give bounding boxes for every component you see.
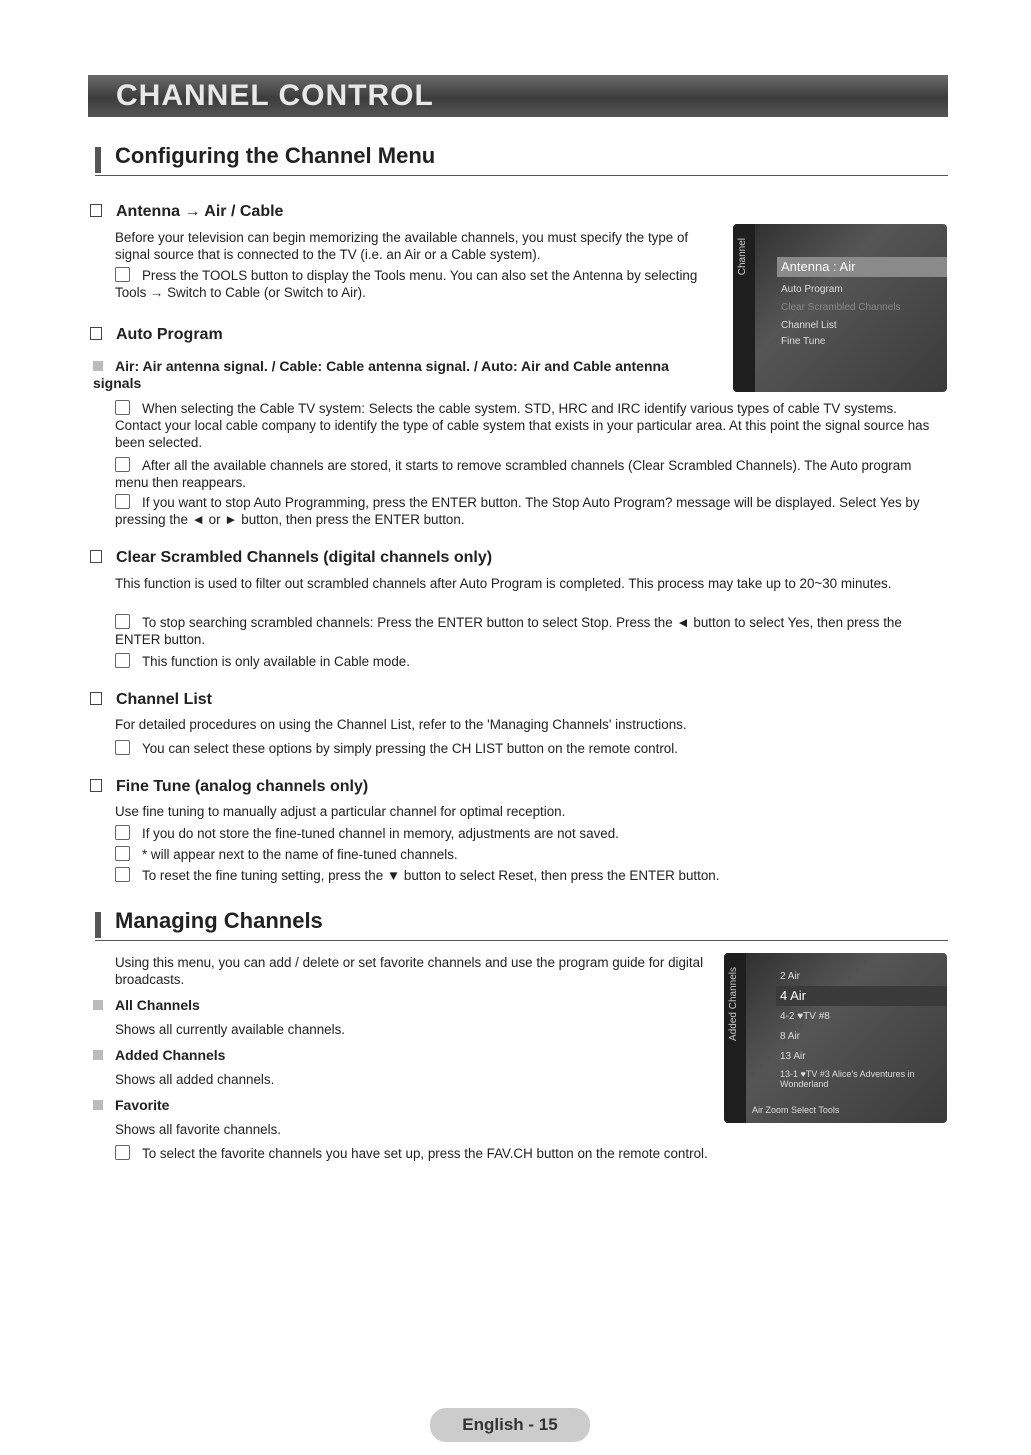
osd-side-label: Channel: [737, 238, 748, 276]
subtitle-antenna: [90, 203, 283, 221]
osd-footer: Air Zoom Select Tools: [752, 1105, 840, 1115]
added-channels-text: Shows all added channels.: [115, 1072, 275, 1087]
osd-item: Fine Tune: [781, 336, 826, 347]
favorite-heading: [93, 1097, 169, 1114]
subtitle-auto-program: [90, 326, 223, 344]
subtitle-text: Antenna → Air / Cable: [116, 203, 284, 220]
checkbox-icon: [90, 692, 102, 705]
section-title-managing: [95, 908, 948, 941]
clear-note-1: [115, 614, 945, 648]
osd-item: Channel List: [781, 320, 837, 331]
note-text: * will appear next to the name of fine-tuned channels.: [142, 847, 458, 862]
note-text: To stop searching scrambled channels: Press the ENTER button to select Stop. Press the ◄ button to select Yes, then press the ENTER button.: [115, 615, 902, 647]
manage-text: Using this menu, you can add / delete or set favorite channels and use the program guide for digital broadcasts.: [115, 955, 704, 987]
favorite-text: Shows all favorite channels.: [115, 1122, 281, 1137]
osd-side-tab: [724, 953, 746, 1123]
subtitle-text: Clear Scrambled Channels (digital channels only): [116, 549, 493, 566]
antenna-text: Before your television can begin memorizing the available channels, you must specify the type of signal source that is connected to the TV (i.e. an Air or a Cable system).: [115, 230, 689, 262]
fine-note-3: [115, 867, 945, 884]
channel-menu-screenshot: [733, 224, 947, 392]
note-text: After all the available channels are stored, it starts to remove scrambled channels (Clear Scrambled Channels). The Auto program menu then reappears.: [115, 458, 912, 490]
fine-note-2: [115, 846, 945, 863]
section-title-text: Managing Channels: [115, 908, 323, 933]
clear-note-2: [115, 653, 945, 670]
heading-text: All Channels: [115, 997, 200, 1013]
antenna-note: [115, 267, 715, 301]
added-channels-screenshot: [724, 953, 947, 1123]
heading-text: Added Channels: [115, 1047, 226, 1063]
all-channels-heading: [93, 997, 200, 1014]
osd-row: 13-1 ♥TV #3 Alice's Adventures in Wonderland: [780, 1069, 915, 1089]
bullet-icon: [93, 361, 103, 371]
osd-row: 13 Air: [780, 1051, 806, 1062]
note-icon: [115, 846, 130, 861]
note-text: If you want to stop Auto Programming, press the ENTER button. The Stop Auto Program? message will be displayed. Select Yes by pressing the ◄ or ► button, then press the ENTER button.: [115, 495, 920, 527]
clear-text: This function is used to filter out scrambled channels after Auto Program is completed. This process may take up to 20~30 minutes.: [115, 576, 892, 591]
remote-icon: [115, 1145, 130, 1160]
fine-text: Use fine tuning to manually adjust a particular channel for optimal reception.: [115, 804, 566, 819]
note-text: This function is only available in Cable mode.: [142, 654, 410, 669]
note-icon: [115, 400, 130, 415]
list-note: [115, 740, 945, 757]
section-title-configuring: [95, 143, 948, 176]
section-title-text: Configuring the Channel Menu: [115, 143, 436, 168]
section-bar: [95, 912, 101, 938]
auto-note-2: [115, 457, 945, 491]
checkbox-icon: [90, 204, 102, 217]
osd-item: Clear Scrambled Channels: [781, 302, 901, 313]
osd-selected-row: 4 Air: [776, 986, 947, 1006]
bullet-icon: [93, 1100, 103, 1110]
subtitle-channel-list: [90, 691, 212, 709]
note-text: Press the TOOLS button to display the Tools menu. You can also set the Antenna by selecting Tools → Switch to Cable (or Switch to Air).: [115, 268, 698, 300]
osd-side-tab: [733, 224, 755, 392]
bullet-icon: [93, 1000, 103, 1010]
subtitle-text: Auto Program: [116, 326, 223, 343]
section-bar: [95, 147, 101, 173]
list-text: For detailed procedures on using the Channel List, refer to the 'Managing Channels' instructions.: [115, 717, 687, 732]
checkbox-icon: [90, 327, 102, 340]
heading-text: Air: Air antenna signal. / Cable: Cable antenna signal. / Auto: Air and Cable antenna signals: [93, 358, 669, 391]
auto-note-3: [115, 494, 945, 528]
fine-note-1: [115, 825, 945, 842]
note-text: To reset the fine tuning setting, press the ▼ button to select Reset, then press the ENTER button.: [142, 868, 720, 883]
auto-signals-heading: [93, 358, 703, 392]
checkbox-icon: [90, 779, 102, 792]
subtitle-clear-scrambled: [90, 549, 492, 567]
subtitle-text: Fine Tune (analog channels only): [116, 778, 369, 795]
note-icon: [115, 494, 130, 509]
note-icon: [115, 867, 130, 882]
osd-row: 4-2 ♥TV #8: [780, 1011, 830, 1022]
note-icon: [115, 457, 130, 472]
subtitle-text: Channel List: [116, 691, 213, 708]
note-text: When selecting the Cable TV system: Selects the cable system. STD, HRC and IRC identify various types of cable TV systems. Contact your local cable company to identify the type of cable system that exists in your particular area. At this point the signal source has been selected.: [115, 401, 930, 450]
checkbox-icon: [90, 550, 102, 563]
banner-title: CHANNEL CONTROL: [116, 79, 434, 112]
remote-icon: [115, 740, 130, 755]
note-text: You can select these options by simply pressing the CH LIST button on the remote control.: [142, 741, 678, 756]
note-icon: [115, 825, 130, 840]
subtitle-fine-tune: [90, 778, 368, 796]
tools-icon: [115, 267, 130, 282]
heading-text: Favorite: [115, 1097, 170, 1113]
note-text: To select the favorite channels you have set up, press the FAV.CH button on the remote control.: [142, 1146, 708, 1161]
manage-note: [115, 1145, 945, 1162]
auto-note-1: [115, 400, 945, 451]
osd-row: 2 Air: [780, 971, 801, 982]
note-icon: [115, 653, 130, 668]
osd-row: 8 Air: [780, 1031, 801, 1042]
note-icon: [115, 614, 130, 629]
osd-item: Auto Program: [781, 284, 843, 295]
bullet-icon: [93, 1050, 103, 1060]
page-banner: [88, 75, 948, 117]
all-channels-text: Shows all currently available channels.: [115, 1022, 345, 1037]
note-text: If you do not store the fine-tuned channel in memory, adjustments are not saved.: [142, 826, 619, 841]
added-channels-heading: [93, 1047, 225, 1064]
osd-side-label: Added Channels: [728, 967, 739, 1041]
page-number: English - 15: [430, 1408, 590, 1442]
osd-selected-item: Antenna : Air: [777, 257, 947, 277]
